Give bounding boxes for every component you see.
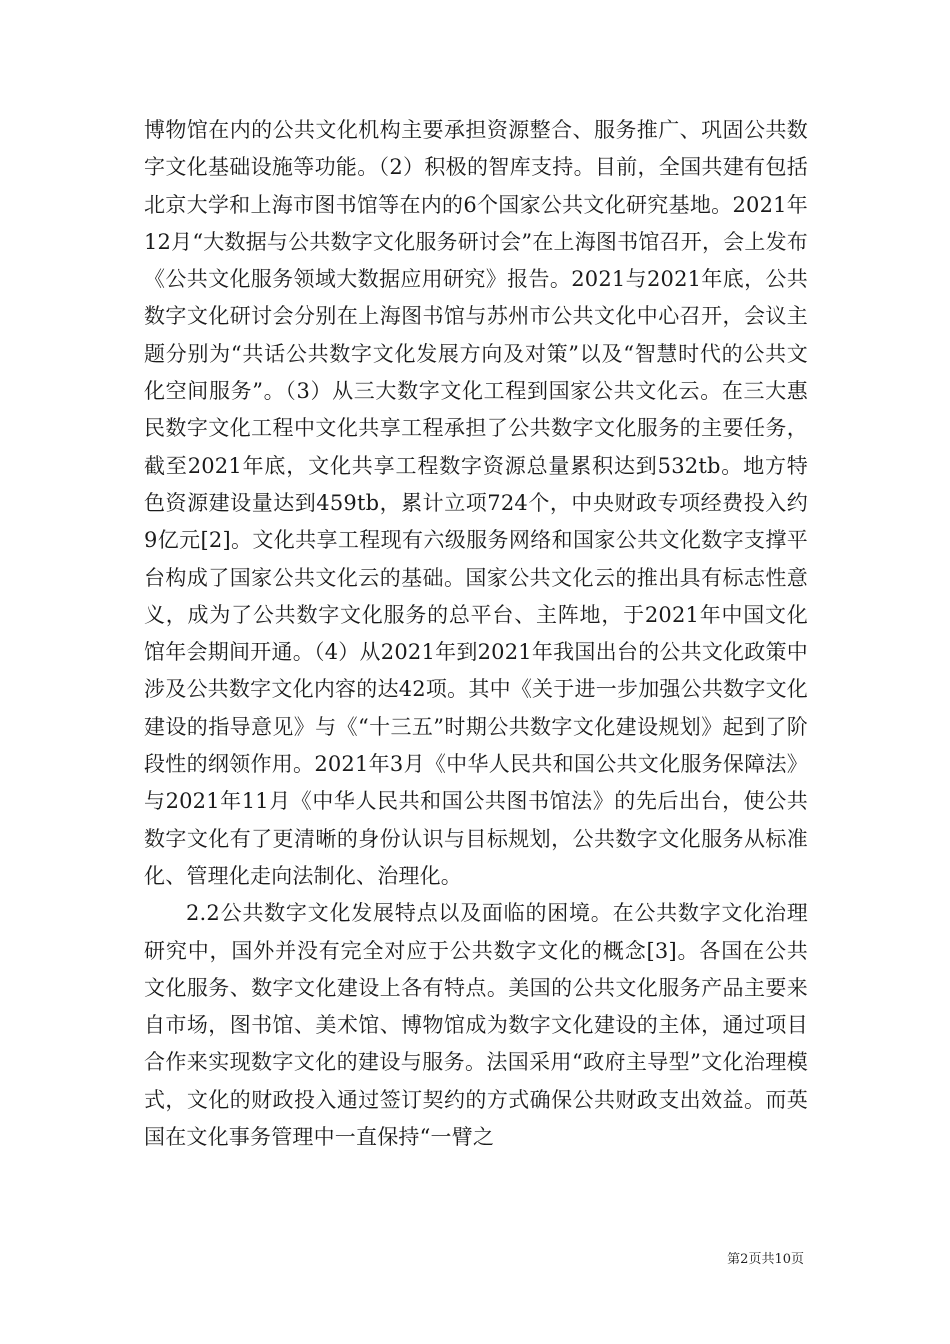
paragraph-2: 2.2公共数字文化发展特点以及面临的困境。在公共数字文化治理研究中，国外并没有完全对应于公共数字文化的概念[3]。各国在公共文化服务、数字文化建设上各有特点。美国的公共文化服务产品主要来自市场，图书馆、美术馆、博物馆成为数字文化建设的主体，通过项目合作来实现数字文化的建设与服务。法国采用“政府主导型”文化治理模式，文化的财政投入通过签订契约的方式确保公共财政支出效益。而英国在文化事务管理中一直保持“一臂之 [144,901,808,1150]
page-number: 第2页共10页 [727,1252,804,1267]
body-text [144,112,808,1156]
paragraph-1: 博物馆在内的公共文化机构主要承担资源整合、服务推广、巩固公共数字文化基础设施等功能。（2）积极的智库支持。目前，全国共建有包括北京大学和上海市图书馆等在内的6个国家公共文化研究基地。2021年12月“大数据与公共数字文化服务研讨会”在上海图书馆召开，会上发布《公共文化服务领域大数据应用研究》报告。2021与2021年底，公共数字文化研讨会分别在上海图书馆与苏州市公共文化中心召开，会议主题分别为“共话公共数字文化发展方向及对策”以及“智慧时代的公共文化空间服务”。（3）从三大数字文化工程到国家公共文化云。在三大惠民数字文化工程中文化共享工程承担了公共数字文化服务的主要任务，截至2021年底，文化共享工程数字资源总量累积达到532tb。地方特色资源建设量达到459tb，累计立项724个，中央财政专项经费投入约9亿元[2]。文化共享工程现有六级服务网络和国家公共文化数字支撑平台构成了国家公共文化云的基础。国家公共文化云的推出具有标志性意义，成为了公共数字文化服务的总平台、主阵地，于2021年中国文化馆年会期间开通。（4）从2021年到2021年我国出台的公共文化政策中涉及公共数字文化内容的达42项。其中《关于进一步加强公共数字文化建设的指导意见》与《“十三五”时期公共数字文化建设规划》起到了阶段性的纲领作用。2021年3月《中华人民共和国公共文化服务保障法》与2021年11月《中华人民共和国公共图书馆法》的先后出台，使公共数字文化有了更清晰的身份认识与目标规划，公共数字文化服务从标准化、管理化走向法制化、治理化。 [144,118,808,888]
